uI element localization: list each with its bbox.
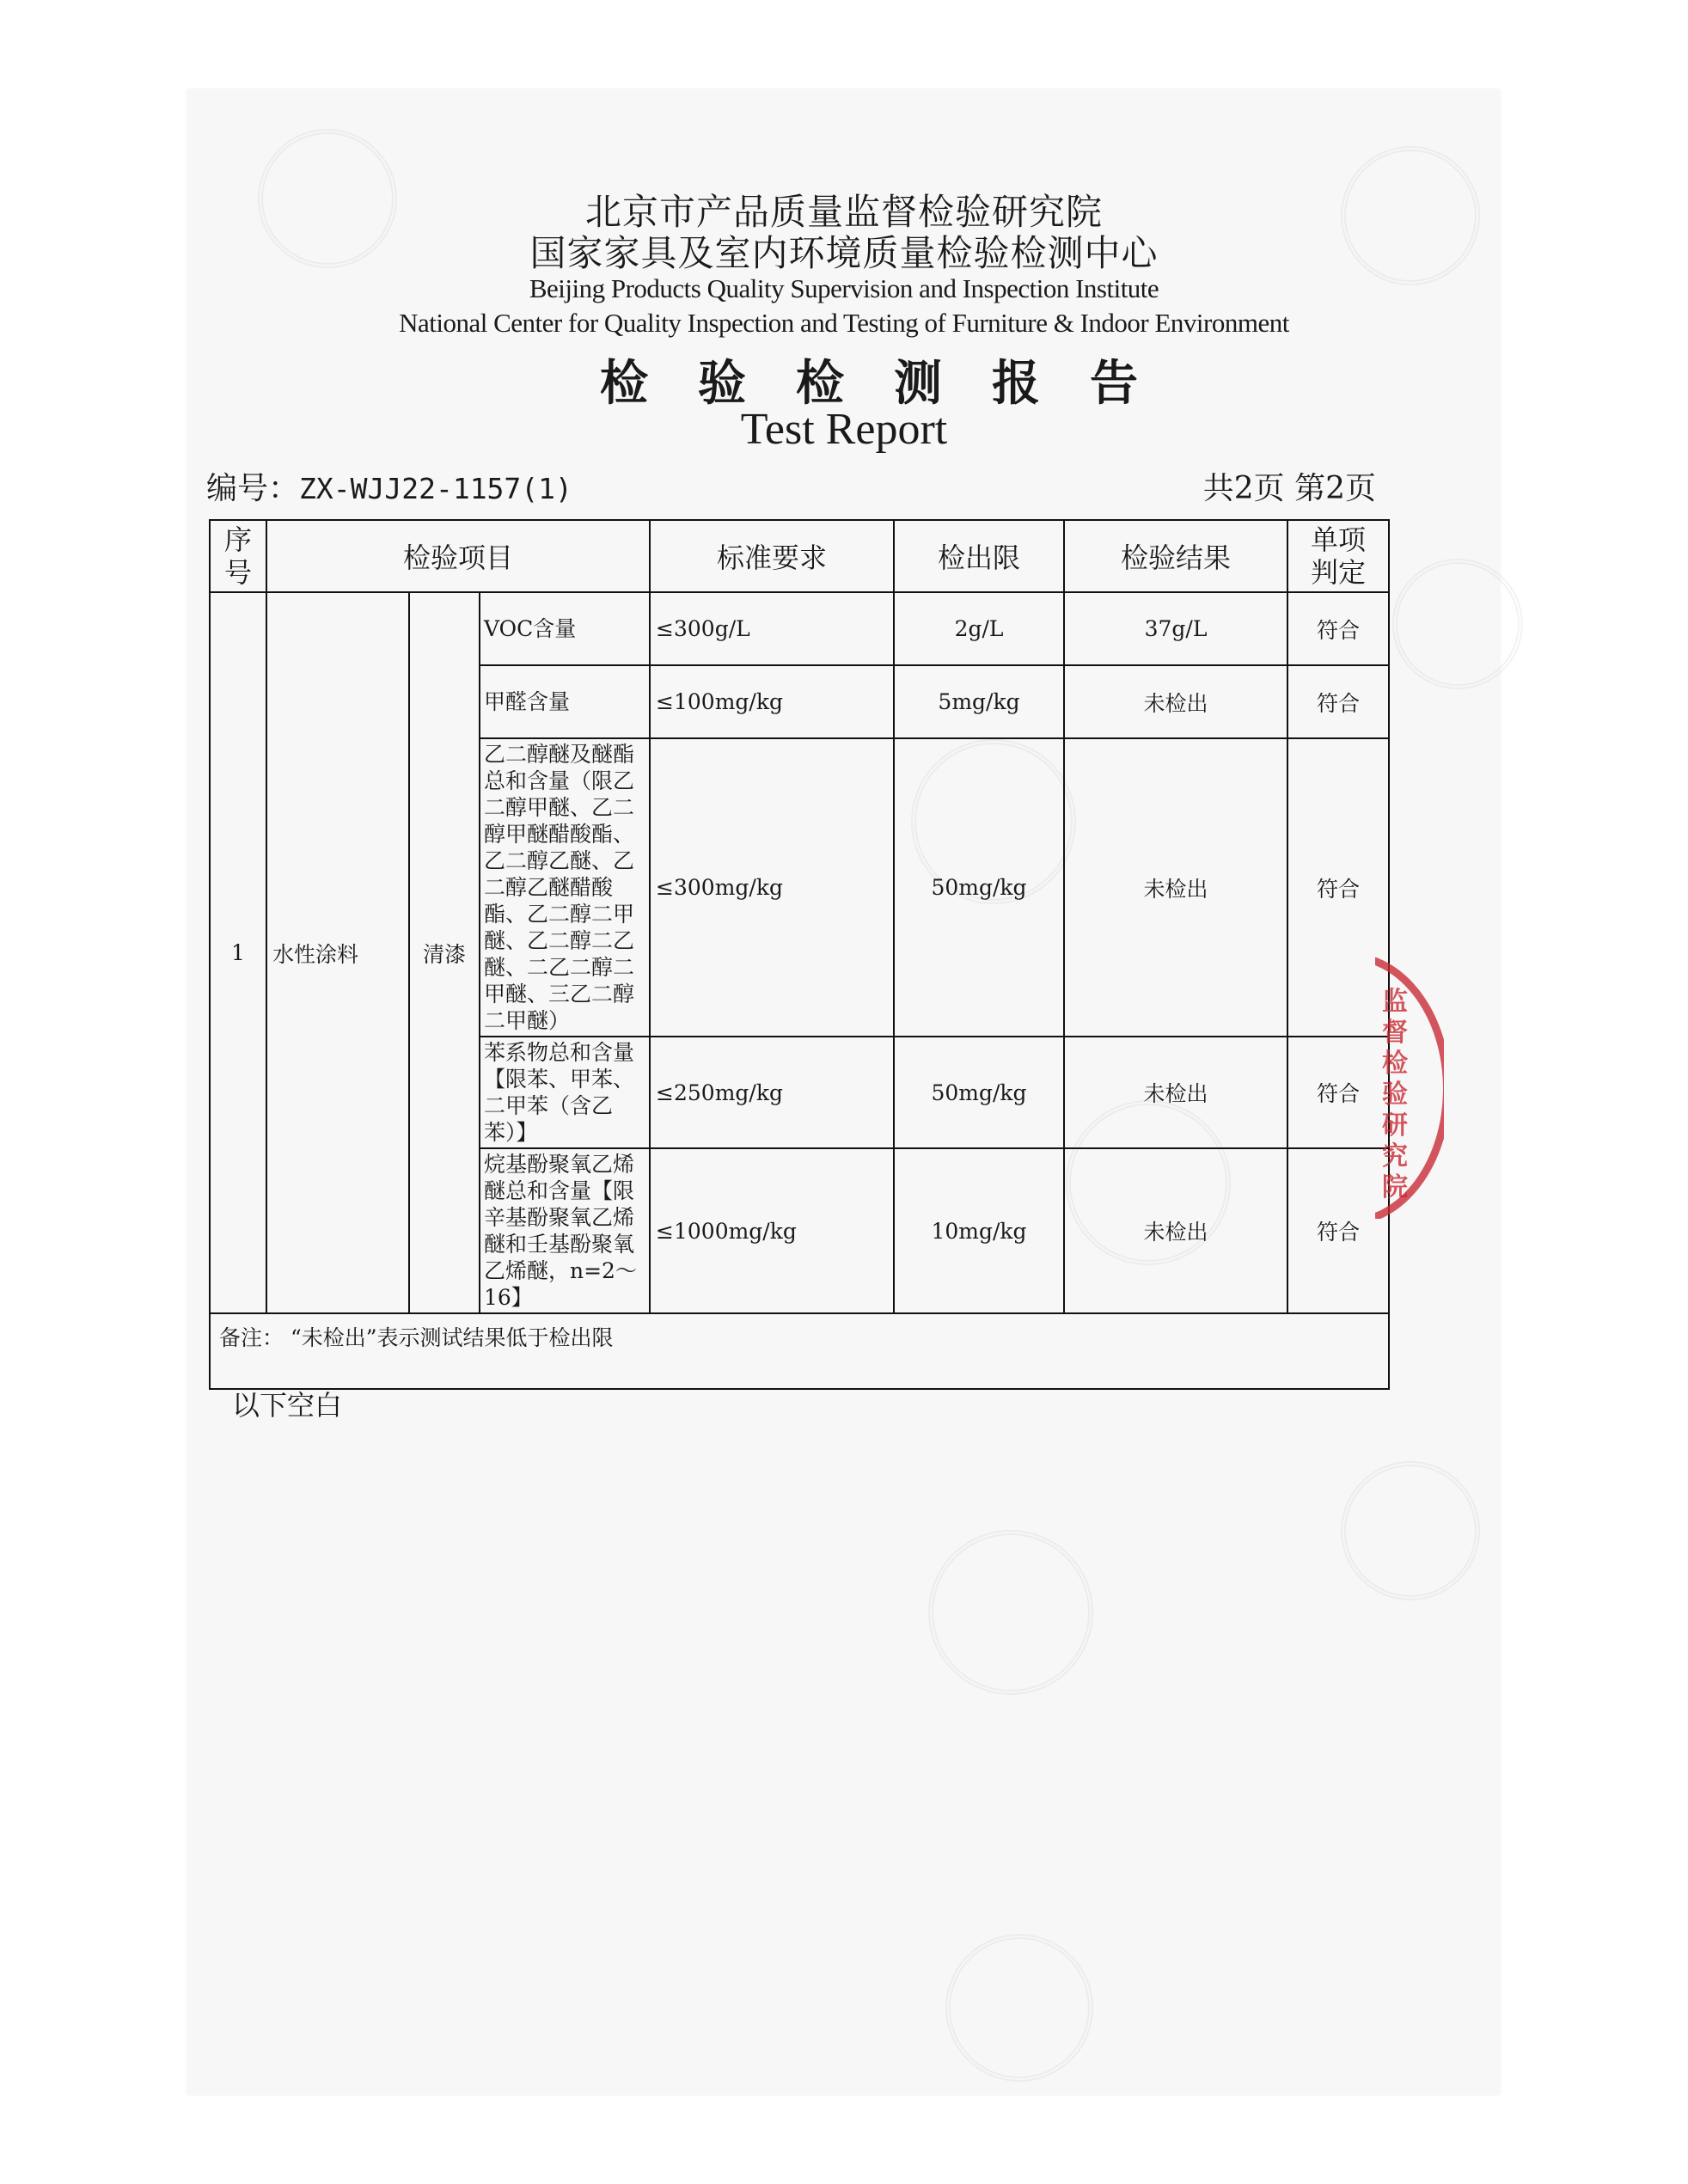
table-header-row	[210, 520, 1389, 592]
standard-cell: ≤300g/L	[650, 592, 894, 665]
header-result: 检验结果	[1064, 520, 1287, 592]
category-cell: 水性涂料	[266, 592, 409, 1313]
item-cell: 甲醛含量	[480, 665, 650, 738]
judgement-cell: 符合	[1287, 1037, 1389, 1148]
judgement-cell: 符合	[1287, 1148, 1389, 1313]
item-cell: 烷基酚聚氧乙烯醚总和含量【限辛基酚聚氧乙烯醚和壬基酚聚氧乙烯醚，n=2～16】	[480, 1148, 650, 1313]
table-row	[210, 592, 1389, 665]
result-cell: 未检出	[1064, 665, 1287, 738]
note-row	[210, 1313, 1389, 1389]
official-seal	[1375, 952, 1444, 1219]
standard-cell: ≤300mg/kg	[650, 738, 894, 1037]
header-limit: 检出限	[894, 520, 1064, 592]
note-cell: 备注： “未检出”表示测试结果低于检出限	[210, 1313, 1389, 1389]
judgement-cell: 符合	[1287, 592, 1389, 665]
judgement-cell: 符合	[1287, 738, 1389, 1037]
item-cell: 苯系物总和含量【限苯、甲苯、二甲苯（含乙苯）】	[480, 1037, 650, 1148]
limit-cell: 5mg/kg	[894, 665, 1064, 738]
judgement-cell: 符合	[1287, 665, 1389, 738]
blank-below-note: 以下空白	[232, 1389, 343, 1422]
results-table	[209, 519, 1390, 1390]
seal-text: 监督检验研究院	[1382, 987, 1408, 1202]
report-number	[206, 464, 572, 508]
center-name-cn: 国家家具及室内环境质量检验检测中心	[529, 232, 1159, 274]
limit-cell: 2g/L	[894, 592, 1064, 665]
center-name-en: National Center for Quality Inspection and Testing of Furniture & Indoor Environment	[399, 308, 1289, 338]
standard-cell: ≤1000mg/kg	[650, 1148, 894, 1313]
result-cell: 未检出	[1064, 738, 1287, 1037]
institute-name-cn: 北京市产品质量监督检验研究院	[584, 191, 1103, 233]
standard-cell: ≤250mg/kg	[650, 1037, 894, 1148]
item-cell: 乙二醇醚及醚酯总和含量（限乙二醇甲醚、乙二醇甲醚醋酸酯、乙二醇乙醚、乙二醇乙醚醋酸酯、乙二醇二甲醚、乙二醇二乙醚、二乙二醇二甲醚、三乙二醇二甲醚）	[480, 738, 650, 1037]
seq-cell: 1	[210, 592, 266, 1313]
report-title-en: Test Report	[740, 405, 948, 454]
header-standard: 标准要求	[650, 520, 894, 592]
result-cell: 未检出	[1064, 1037, 1287, 1148]
standard-cell: ≤100mg/kg	[650, 665, 894, 738]
report-title-cn: 检验检测报告	[600, 356, 1188, 412]
limit-cell: 10mg/kg	[894, 1148, 1064, 1313]
item-cell: VOC含量	[480, 592, 650, 665]
header-judgement: 单项判定	[1287, 520, 1389, 592]
limit-cell: 50mg/kg	[894, 1037, 1064, 1148]
limit-cell: 50mg/kg	[894, 738, 1064, 1037]
report-number-label: 编号：	[206, 471, 300, 506]
result-cell: 未检出	[1064, 1148, 1287, 1313]
header-item: 检验项目	[266, 520, 650, 592]
page-count: 共2页 第2页	[1202, 471, 1376, 506]
result-cell: 37g/L	[1064, 592, 1287, 665]
subcategory-cell: 清漆	[409, 592, 480, 1313]
report-number-value: ZX-WJJ22-1157(1)	[299, 472, 572, 505]
institute-name-en: Beijing Products Quality Supervision and Inspection Institute	[529, 273, 1159, 303]
header-seq: 序号	[210, 520, 266, 592]
